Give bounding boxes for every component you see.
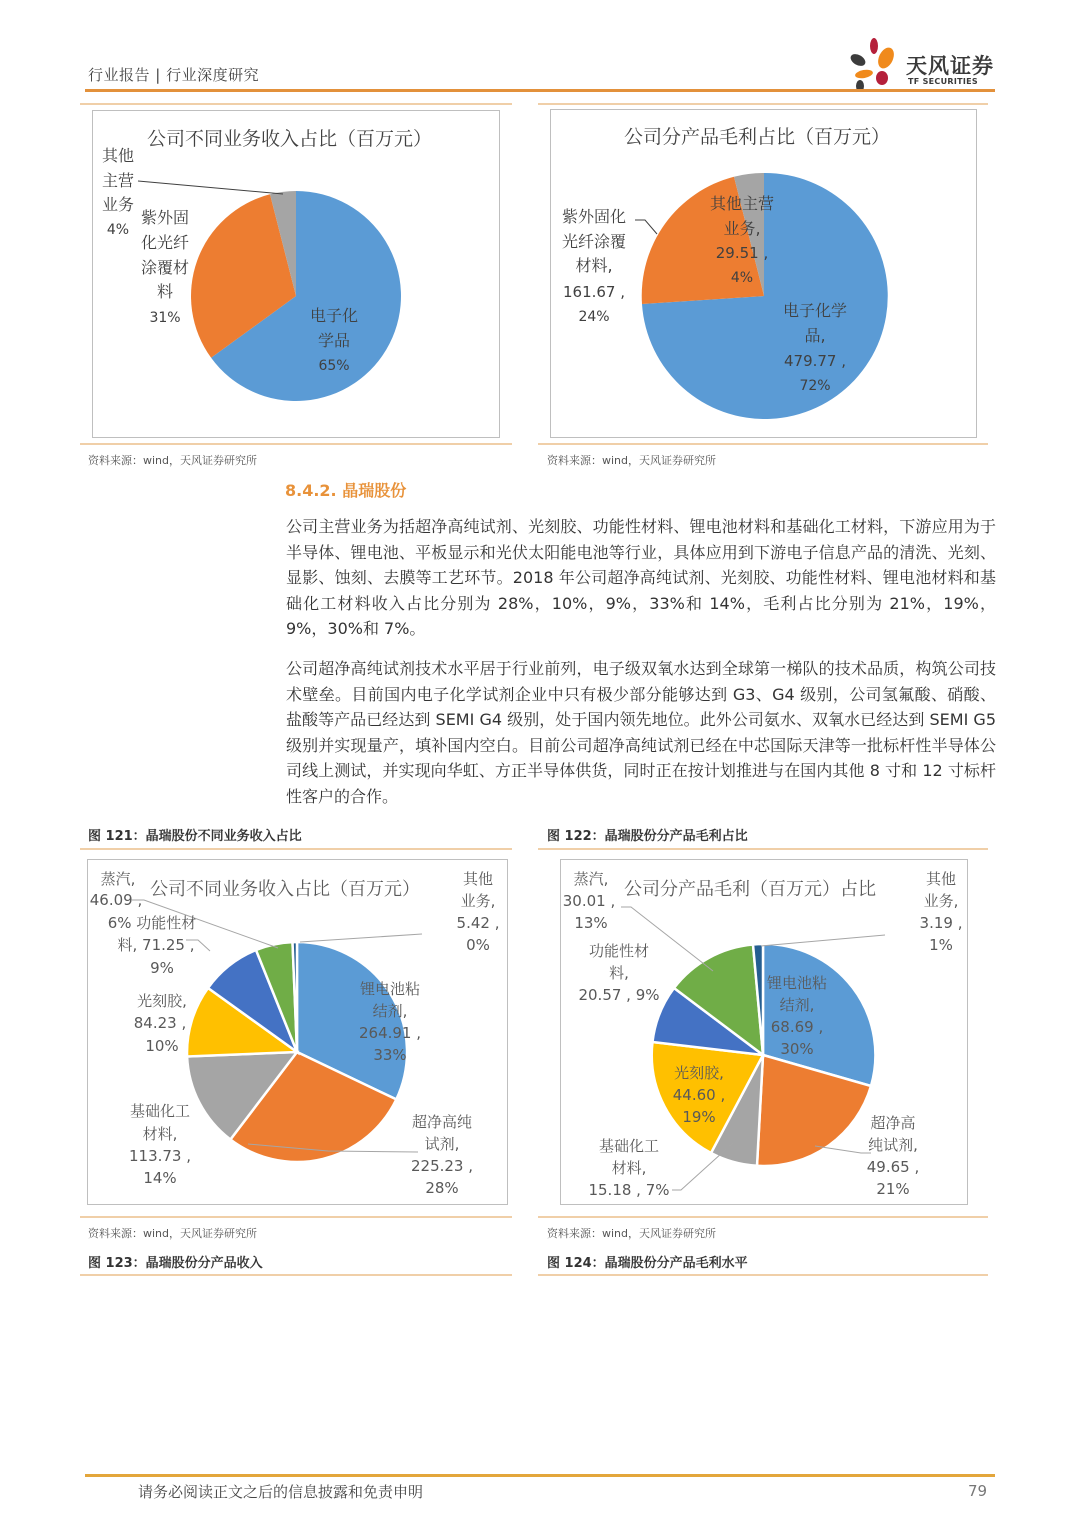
svg-text:锂电池粘: 锂电池粘 <box>766 974 828 992</box>
figure-bottom-rule-left <box>80 1216 512 1218</box>
pie-chart <box>88 860 507 1204</box>
chart-title: 公司不同业务收入占比（百万元） <box>147 128 433 150</box>
figure-bottom-rule-left <box>80 443 512 445</box>
svg-text:84.23 ,: 84.23 , <box>133 1014 187 1032</box>
svg-text:72%: 72% <box>799 378 831 394</box>
leader-line <box>635 220 657 234</box>
svg-text:113.73 ,: 113.73 , <box>128 1147 192 1165</box>
svg-text:19%: 19% <box>682 1108 716 1126</box>
svg-text:主营: 主营 <box>101 171 135 190</box>
source-note: 资料来源：wind，天风证券研究所 <box>547 1227 717 1240</box>
svg-text:3.19 ,: 3.19 , <box>919 914 963 932</box>
svg-text:光刻胶,: 光刻胶, <box>137 992 187 1010</box>
chart-revenue-share-top <box>92 110 500 438</box>
svg-text:锂电池粘: 锂电池粘 <box>359 980 421 998</box>
svg-text:其他: 其他 <box>101 146 135 165</box>
svg-text:业务,: 业务, <box>460 892 496 910</box>
svg-text:31%: 31% <box>149 310 181 326</box>
svg-text:纯试剂,: 纯试剂, <box>868 1136 918 1154</box>
figure-caption-121: 图 121：晶瑞股份不同业务收入占比 <box>88 829 302 844</box>
svg-text:68.69 ,: 68.69 , <box>770 1018 824 1036</box>
svg-text:超净高: 超净高 <box>870 1114 916 1132</box>
figure-bottom-rule-right <box>538 1216 988 1218</box>
svg-text:电子化学: 电子化学 <box>782 301 848 320</box>
svg-text:其他主营: 其他主营 <box>709 194 775 213</box>
svg-text:蒸汽,: 蒸汽, <box>100 870 136 888</box>
svg-text:4%: 4% <box>730 270 754 286</box>
figure-top-rule-left <box>80 103 512 105</box>
figure-caption-122: 图 122：晶瑞股份分产品毛利占比 <box>547 829 748 844</box>
figure-top-rule-right <box>538 1274 988 1276</box>
svg-text:材料,: 材料, <box>575 256 613 275</box>
svg-text:1%: 1% <box>929 936 953 954</box>
svg-text:29.51 ,: 29.51 , <box>715 244 769 262</box>
svg-text:结剂,: 结剂, <box>372 1002 408 1020</box>
svg-text:479.77 ,: 479.77 , <box>783 352 847 370</box>
svg-text:材料,: 材料, <box>611 1159 647 1177</box>
figure-top-rule-left <box>80 1274 512 1276</box>
source-note: 资料来源：wind，天风证券研究所 <box>88 454 258 467</box>
svg-text:30%: 30% <box>780 1040 814 1058</box>
body-paragraph-2 <box>286 656 996 809</box>
svg-text:4%: 4% <box>106 222 130 238</box>
paragraph-text: 公司主营业务为括超净高纯试剂、光刻胶、功能性材料、锂电池材料和基础化工材料，下游应用为于半导体、锂电池、平板显示和光伏太阳能电池等行业，具体应用到下游电子信息产品的清洗、光刻、显影、蚀刻、去膜等工艺环节。2018 年公司超净高纯试剂、光刻胶、功能性材料、锂电池材料和基础化工材料收入占比分别为 28%，10%，9%，33%和 14%，毛利占比分别为 21%，19%，9%，30%和 7%。 <box>286 517 996 638</box>
svg-text:14%: 14% <box>143 1169 177 1187</box>
svg-text:学品: 学品 <box>317 331 351 350</box>
logo-chinese-name: 天风证券 <box>906 54 994 78</box>
svg-text:基础化工: 基础化工 <box>598 1137 660 1155</box>
svg-text:料, 71.25 ,: 料, 71.25 , <box>117 936 195 954</box>
svg-text:蒸汽,: 蒸汽, <box>573 870 609 888</box>
svg-text:基础化工: 基础化工 <box>129 1102 191 1120</box>
svg-text:10%: 10% <box>145 1037 179 1055</box>
header-divider <box>85 89 995 92</box>
svg-text:13%: 13% <box>574 914 608 932</box>
svg-text:5.42 ,: 5.42 , <box>456 914 500 932</box>
svg-text:业务,: 业务, <box>923 892 959 910</box>
svg-text:161.67 ,: 161.67 , <box>562 283 626 301</box>
pie-chart <box>93 111 499 437</box>
pie-chart <box>561 860 967 1204</box>
svg-text:20.57 , 9%: 20.57 , 9% <box>578 986 660 1004</box>
svg-text:业务,: 业务, <box>723 219 761 238</box>
report-category: 行业报告 | 行业深度研究 <box>88 66 260 84</box>
svg-text:46.09 ,: 46.09 , <box>89 891 143 909</box>
paragraph-text: 公司超净高纯试剂技术水平居于行业前列，电子级双氧水达到全球第一梯队的技术品质，构筑公司技术壁垒。目前国内电子化学试剂企业中只有极少部分能够达到 G3、G4 级别，公司氢氟酸、硝酸、盐酸等产品已经达到 SEMI G4 级别，处于国内领先地位。此外公司氨水、双氧水已经达到 SEMI G5 级别并实现量产，填补国内空白。目前公司超净高纯试剂已经在中芯国际天津等一批标杆性半导体公司线上测试，并实现向华虹、方正半导体供货，同时正在按计划推进与在国内其他 8 寸和 12 寸标杆性客户的合作。 <box>286 659 996 806</box>
svg-text:电子化: 电子化 <box>309 306 359 325</box>
svg-text:品,: 品, <box>804 326 826 345</box>
svg-text:料,: 料, <box>609 964 629 982</box>
svg-text:试剂,: 试剂, <box>424 1135 460 1153</box>
disclaimer-text: 请务必阅读正文之后的信息披露和免责申明 <box>138 1483 424 1501</box>
svg-text:材料,: 材料, <box>142 1125 178 1143</box>
svg-text:超净高纯: 超净高纯 <box>411 1113 473 1131</box>
svg-text:紫外固化: 紫外固化 <box>561 207 627 226</box>
svg-text:结剂,: 结剂, <box>779 996 815 1014</box>
chart-gross-profit-share-top <box>550 109 977 438</box>
svg-text:9%: 9% <box>150 959 174 977</box>
chart-title: 公司分产品毛利占比（百万元） <box>624 126 891 148</box>
svg-text:30.01 ,: 30.01 , <box>562 892 616 910</box>
svg-text:紫外固: 紫外固 <box>140 208 190 227</box>
figure-top-rule-right <box>538 848 988 850</box>
svg-text:化光纤: 化光纤 <box>140 233 190 252</box>
figure-top-rule-right <box>538 103 988 105</box>
svg-text:业务: 业务 <box>101 195 135 214</box>
figure-caption-124: 图 124：晶瑞股份分产品毛利水平 <box>547 1256 748 1271</box>
chart-title: 公司分产品毛利（百万元）占比 <box>624 879 876 900</box>
svg-text:24%: 24% <box>578 309 610 325</box>
svg-text:6% 功能性材: 6% 功能性材 <box>107 914 197 932</box>
svg-text:225.23 ,: 225.23 , <box>410 1157 474 1175</box>
page-number: 79 <box>968 1482 988 1500</box>
svg-text:其他: 其他 <box>462 870 494 888</box>
svg-text:21%: 21% <box>876 1180 910 1198</box>
leader-line <box>138 181 283 194</box>
figure-bottom-rule-right <box>538 443 988 445</box>
chart-jingrui-revenue-share <box>87 859 508 1205</box>
svg-text:0%: 0% <box>466 936 490 954</box>
svg-text:光刻胶,: 光刻胶, <box>674 1064 724 1082</box>
svg-text:其他: 其他 <box>925 870 957 888</box>
source-note: 资料来源：wind，天风证券研究所 <box>88 1227 258 1240</box>
figure-top-rule-left <box>80 848 512 850</box>
logo-english-name: TF SECURITIES <box>908 77 978 86</box>
chart-title: 公司不同业务收入占比（百万元） <box>150 879 420 900</box>
svg-text:49.65 ,: 49.65 , <box>866 1158 920 1176</box>
svg-text:44.60 ,: 44.60 , <box>672 1086 726 1104</box>
svg-text:功能性材: 功能性材 <box>588 942 650 960</box>
source-note: 资料来源：wind，天风证券研究所 <box>547 454 717 467</box>
svg-text:光纤涂覆: 光纤涂覆 <box>561 232 627 251</box>
svg-text:15.18 , 7%: 15.18 , 7% <box>588 1181 670 1199</box>
svg-text:33%: 33% <box>373 1046 407 1064</box>
svg-text:28%: 28% <box>425 1179 459 1197</box>
pie-chart <box>551 110 976 437</box>
section-heading: 8.4.2. 晶瑞股份 <box>285 481 407 500</box>
svg-text:65%: 65% <box>318 358 350 374</box>
svg-text:涂覆材: 涂覆材 <box>140 258 190 277</box>
body-paragraph-1 <box>286 514 996 642</box>
figure-caption-123: 图 123：晶瑞股份分产品收入 <box>88 1256 263 1271</box>
footer-divider <box>85 1474 995 1477</box>
svg-text:料: 料 <box>156 282 174 301</box>
chart-jingrui-gross-profit-share <box>560 859 968 1205</box>
svg-text:264.91 ,: 264.91 , <box>358 1024 422 1042</box>
